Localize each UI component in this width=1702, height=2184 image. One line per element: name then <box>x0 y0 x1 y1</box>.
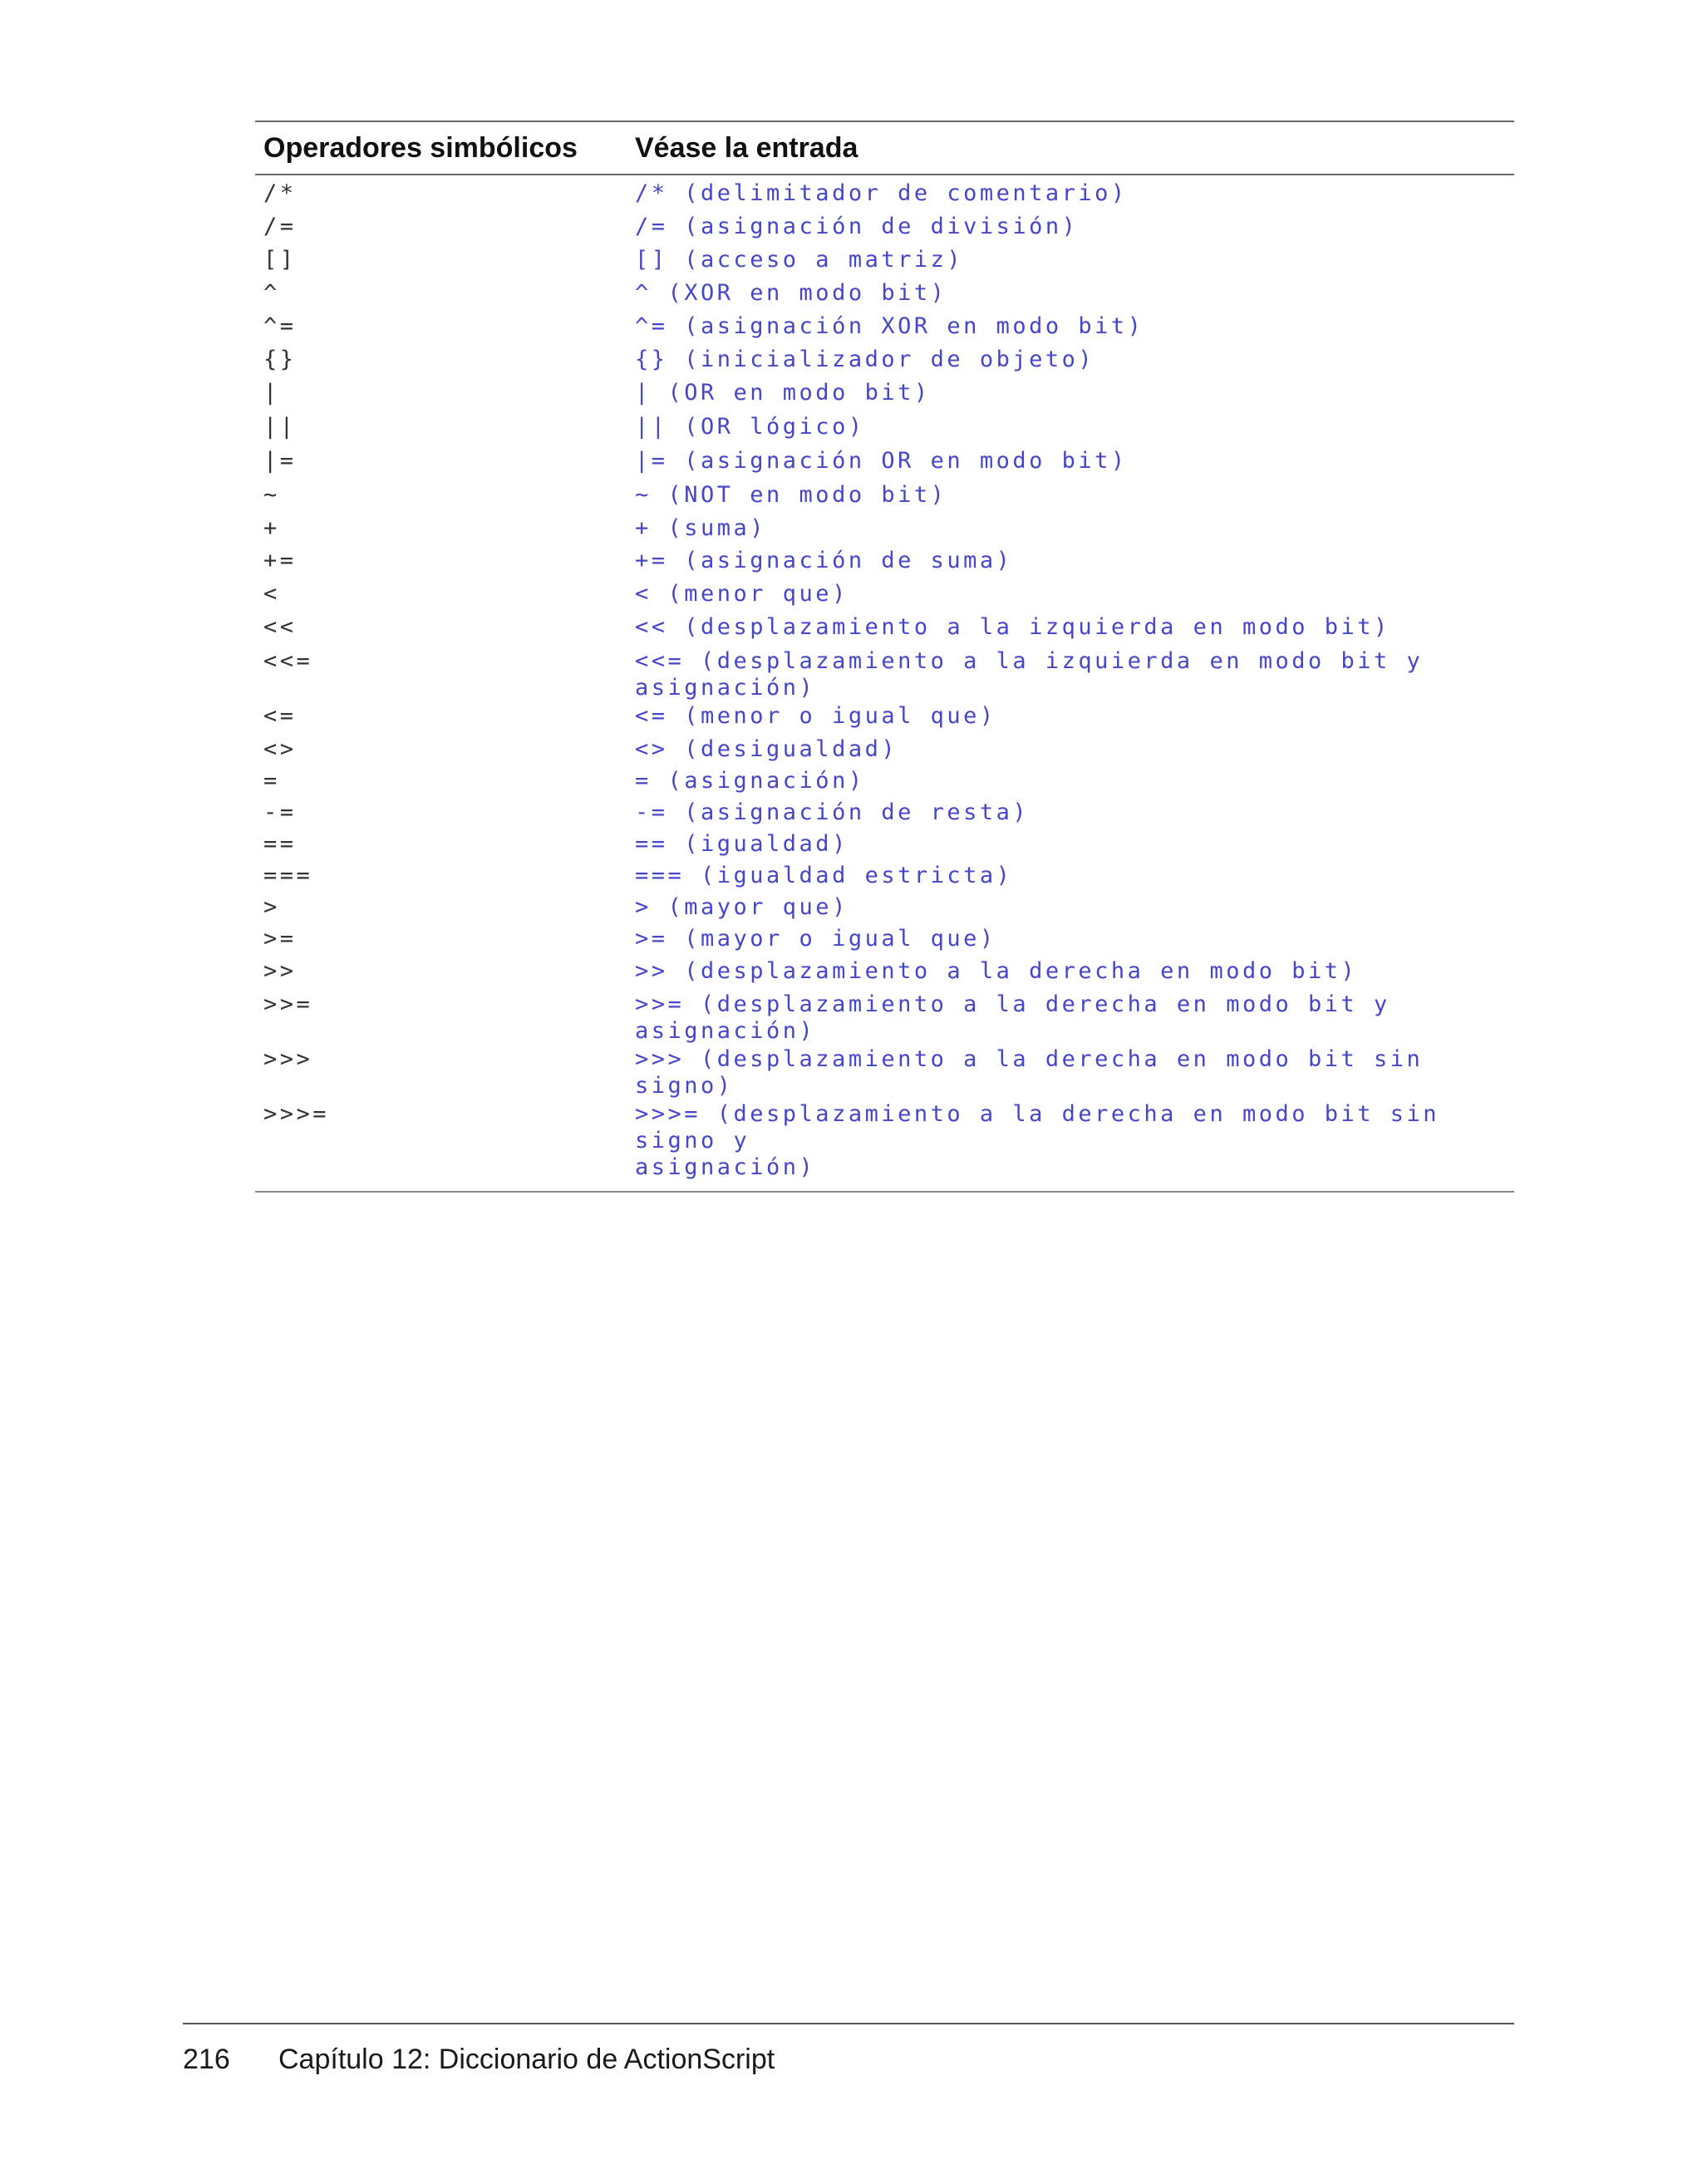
entry-link[interactable]: === (igualdad estricta) <box>635 863 1013 888</box>
table-row <box>255 546 1514 579</box>
table-row <box>255 612 1514 647</box>
entry-cell <box>627 829 1514 861</box>
entry-cell <box>627 175 1514 212</box>
page-number: 216 <box>183 2044 230 2075</box>
table-row <box>255 212 1514 245</box>
entry-link[interactable]: <<= (desplazamiento a la izquierda en modo bit y asignación) <box>635 648 1440 701</box>
table-row <box>255 798 1514 829</box>
operator-symbol: || <box>263 414 297 440</box>
operator-symbol: /= <box>263 214 297 239</box>
entry-link[interactable]: |= (asignación OR en modo bit) <box>635 448 1128 474</box>
table-row <box>255 480 1514 514</box>
table-row <box>255 278 1514 312</box>
entry-link[interactable]: | (OR en modo bit) <box>635 380 931 406</box>
entry-cell <box>627 245 1514 278</box>
entry-cell <box>627 480 1514 514</box>
entry-link[interactable]: -= (asignación de resta) <box>635 799 1030 825</box>
entry-link[interactable]: <= (menor o igual que) <box>635 703 996 729</box>
entry-link[interactable]: + (suma) <box>635 515 767 541</box>
operator-symbol: < <box>263 581 280 607</box>
operator-symbol: === <box>263 863 313 888</box>
table-row <box>255 1045 1514 1099</box>
operator-symbol: = <box>263 768 280 794</box>
table-row <box>255 1099 1514 1192</box>
operator-symbol: | <box>263 380 280 406</box>
entry-cell <box>627 612 1514 647</box>
entry-cell <box>627 798 1514 829</box>
entry-link[interactable]: [] (acceso a matriz) <box>635 247 964 273</box>
operator-symbol: <= <box>263 703 297 729</box>
header-see-entry: Véase la entrada <box>627 121 1514 175</box>
entry-cell <box>627 212 1514 245</box>
operator-symbol: > <box>263 894 280 920</box>
operator-symbol: -= <box>263 799 297 825</box>
table-row <box>255 378 1514 412</box>
operator-symbol: >> <box>263 958 297 984</box>
table-body <box>255 175 1514 1192</box>
operator-symbol: [] <box>263 247 297 273</box>
table-row <box>255 647 1514 701</box>
table-row <box>255 766 1514 798</box>
entry-link[interactable]: {} (inicializador de objeto) <box>635 347 1095 372</box>
operator-symbol: << <box>263 614 297 640</box>
entry-cell <box>627 766 1514 798</box>
operator-symbol: ^= <box>263 313 297 339</box>
operator-symbol: {} <box>263 347 297 372</box>
entry-link[interactable]: >> (desplazamiento a la derecha en modo bit) <box>635 958 1358 984</box>
entry-link[interactable]: >>>= (desplazamiento a la derecha en modo bit sin signo y asignación) <box>635 1101 1440 1180</box>
table-row <box>255 861 1514 893</box>
entry-link[interactable]: >= (mayor o igual que) <box>635 926 996 952</box>
entry-cell <box>627 957 1514 990</box>
table-row <box>255 345 1514 378</box>
entry-cell <box>627 579 1514 612</box>
table-row <box>255 446 1514 480</box>
entry-cell <box>627 378 1514 412</box>
entry-link[interactable]: /* (delimitador de comentario) <box>635 180 1128 206</box>
operator-symbol: >= <box>263 926 297 952</box>
entry-cell <box>627 735 1514 766</box>
entry-link[interactable]: > (mayor que) <box>635 894 849 920</box>
table-row <box>255 175 1514 212</box>
entry-cell <box>627 1045 1514 1099</box>
table-row <box>255 701 1514 735</box>
entry-cell <box>627 345 1514 378</box>
table-header-row <box>255 121 1514 175</box>
chapter-title: Capítulo 12: Diccionario de ActionScript <box>278 2044 775 2075</box>
entry-cell <box>627 701 1514 735</box>
operator-symbol: >>>= <box>255 1099 627 1192</box>
table-row <box>255 957 1514 990</box>
entry-cell <box>627 412 1514 446</box>
entry-link[interactable]: >>= (desplazamiento a la derecha en modo bit y asignación) <box>635 991 1407 1044</box>
table-row <box>255 990 1514 1045</box>
entry-cell <box>627 647 1514 701</box>
entry-cell <box>627 446 1514 480</box>
footer-divider <box>183 2023 1514 2024</box>
entry-cell <box>627 514 1514 546</box>
entry-link[interactable]: == (igualdad) <box>635 831 849 857</box>
table-row <box>255 829 1514 861</box>
operator-symbol: >>= <box>263 991 313 1017</box>
operator-symbol: |= <box>263 448 297 474</box>
operator-symbol: /* <box>263 180 297 206</box>
entry-link[interactable]: ^= (asignación XOR en modo bit) <box>635 313 1144 339</box>
operator-symbol: ^ <box>263 280 280 306</box>
entry-link[interactable]: < (menor que) <box>635 581 849 607</box>
entry-link[interactable]: <> (desigualdad) <box>635 736 898 762</box>
operator-symbol: + <box>263 515 280 541</box>
operator-symbol: <> <box>263 736 297 762</box>
entry-cell <box>627 312 1514 345</box>
table-row <box>255 312 1514 345</box>
entry-cell <box>627 546 1514 579</box>
entry-link[interactable]: += (asignación de suma) <box>635 548 1013 573</box>
entry-cell <box>627 278 1514 312</box>
entry-cell <box>627 990 1514 1045</box>
entry-link[interactable]: ~ (NOT en modo bit) <box>635 482 947 508</box>
table-row <box>255 412 1514 446</box>
table-row <box>255 579 1514 612</box>
table-row <box>255 924 1514 957</box>
header-operators: Operadores simbólicos <box>255 121 627 175</box>
entry-link[interactable]: /= (asignación de división) <box>635 214 1079 239</box>
entry-link[interactable]: >>> (desplazamiento a la derecha en modo bit sin signo) <box>635 1046 1440 1099</box>
table-row <box>255 245 1514 278</box>
operator-symbol: == <box>263 831 297 857</box>
table-row <box>255 893 1514 924</box>
entry-link[interactable]: ^ (XOR en modo bit) <box>635 280 947 306</box>
operator-symbol: <<= <box>263 648 313 674</box>
entry-cell <box>627 1099 1514 1192</box>
entry-cell <box>627 861 1514 893</box>
operator-symbol: += <box>263 548 297 573</box>
table-row <box>255 735 1514 766</box>
entry-cell <box>627 924 1514 957</box>
operator-symbol: ~ <box>263 482 280 508</box>
operators-table <box>255 121 1514 1193</box>
entry-link[interactable]: = (asignación) <box>635 768 865 794</box>
entry-link[interactable]: || (OR lógico) <box>635 414 865 440</box>
entry-cell <box>627 893 1514 924</box>
operator-symbol: >>> <box>263 1046 313 1072</box>
entry-link[interactable]: << (desplazamiento a la izquierda en modo bit) <box>635 614 1390 640</box>
table-row <box>255 514 1514 546</box>
